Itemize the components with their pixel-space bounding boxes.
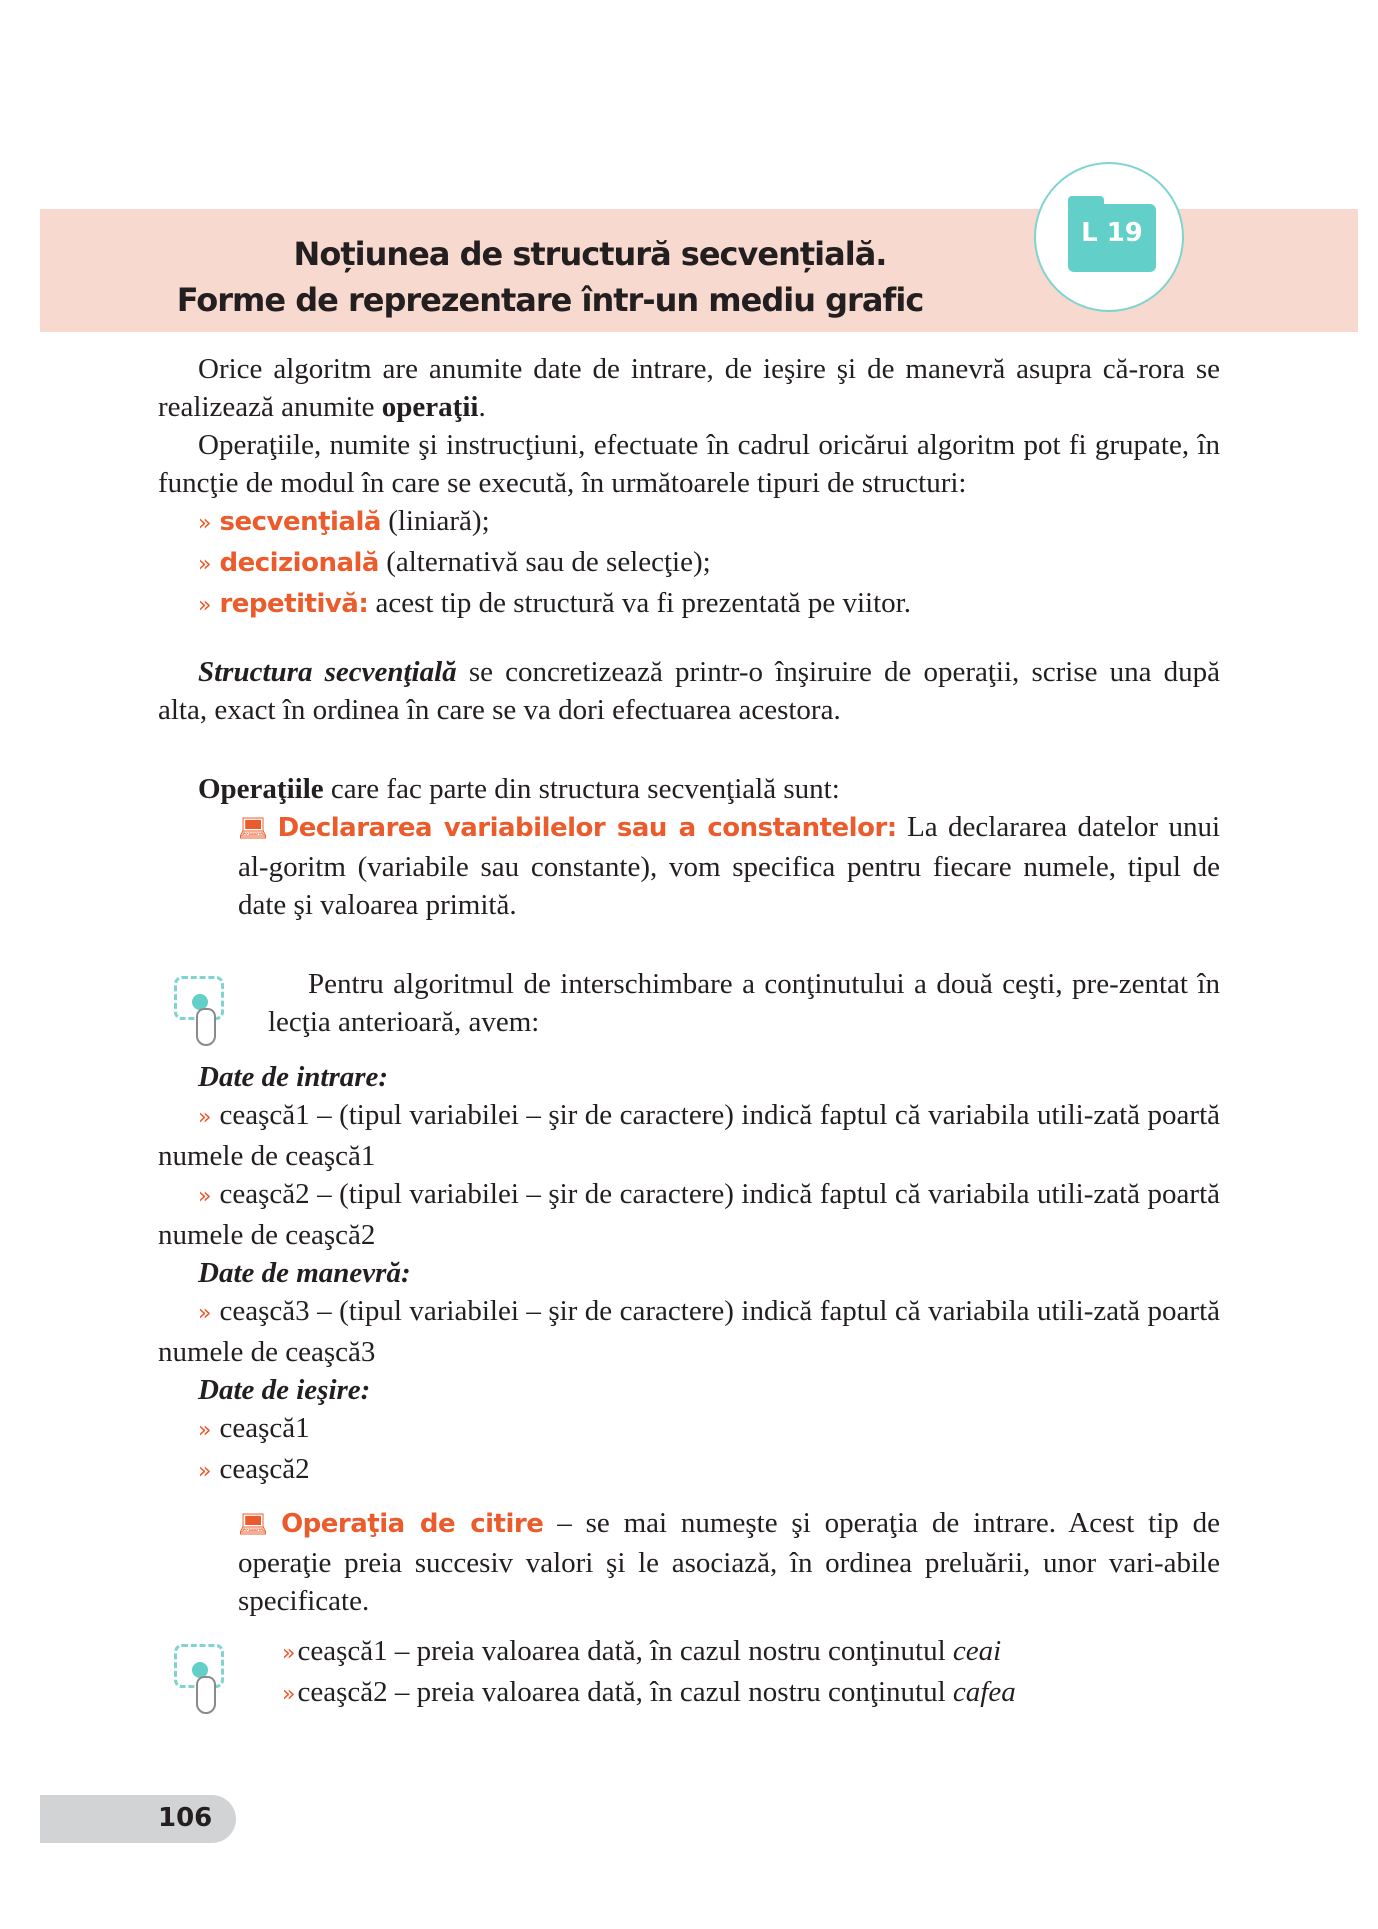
example-data — [158, 1058, 1220, 1491]
operations-section — [198, 770, 1220, 808]
bullet-icon: » — [198, 593, 212, 618]
work-heading: Date de manevră: — [198, 1257, 411, 1289]
computer-icon: 💻︎ — [238, 816, 272, 842]
intro-section — [158, 350, 1220, 625]
input-item-text: ceaşcă2 – (tipul variabilei – şir de caractere) indică faptul că variabila utili-zată poartă numele de ceaşcă2 — [158, 1178, 1220, 1251]
bullet-icon: » — [198, 552, 212, 577]
list-item — [282, 1673, 1220, 1714]
example-intro-text: Pentru algoritmul de interschimbare a conţinutului a două ceşti, pre-zentat în lecţia anterioară, avem: — [268, 968, 1220, 1038]
tap-hand-icon — [172, 1640, 234, 1720]
read-example-value: cafea — [952, 1676, 1016, 1708]
declaration-block — [238, 808, 1220, 924]
lesson-badge — [1034, 162, 1184, 312]
structure-list — [158, 502, 1220, 625]
operations-lead-term: Operaţiile — [198, 773, 324, 805]
declaration-text: La declararea datelor unui al-goritm (variabile sau constante), vom specifica pentru fiecare numele, tipul de date şi valoarea primită. — [238, 811, 1221, 921]
operations-term: operaţii — [381, 391, 479, 423]
bullet-icon: » — [198, 1301, 212, 1326]
operations-lead — [198, 770, 1220, 808]
bullet-icon: » — [198, 1418, 212, 1443]
intro-paragraph-1 — [158, 350, 1220, 426]
read-operation-text: – se mai numeşte şi operaţia de intrare. Acest tip de operaţie preia succesiv valori şi le asociază, în ordinea preluării, unor vari-abile specificate. — [238, 1507, 1220, 1617]
work-heading-row — [158, 1254, 1220, 1292]
read-operation-block — [238, 1504, 1220, 1620]
structure-term: repetitivă: — [219, 589, 369, 619]
structure-term: decizională — [219, 548, 379, 578]
list-item — [198, 502, 1220, 543]
read-example-text: ceaşcă1 – preia valoarea dată, în cazul nostru conţinutul — [297, 1635, 953, 1667]
page-number-tab — [40, 1795, 236, 1843]
bullet-icon: » — [282, 1641, 296, 1666]
list-item — [158, 1096, 1220, 1175]
computer-icon: 💻︎ — [238, 1512, 276, 1538]
input-item-text: ceaşcă1 – (tipul variabilei – şir de caractere) indică faptul că variabila utili-zată poartă numele de ceaşcă1 — [158, 1099, 1220, 1172]
declaration-title: Declararea variabilelor sau a constantelor: — [277, 813, 897, 843]
read-examples — [282, 1632, 1220, 1714]
page-number: 106 — [158, 1803, 213, 1833]
structure-desc: (liniară); — [380, 505, 490, 537]
structure-term: secvenţială — [219, 507, 381, 537]
sequential-definition — [158, 653, 1220, 729]
work-item-text: ceaşcă3 – (tipul variabilei – şir de caractere) indică faptul că variabila utili-zată poartă numele de ceaşcă3 — [158, 1295, 1220, 1368]
intro-period: . — [478, 391, 486, 423]
intro-paragraph-2: Operaţiile, numite şi instrucţiuni, efectuate în cadrul oricărui algoritm pot fi grupate, în funcţie de modul în care se execută, în următoarele tipuri de structuri: — [158, 429, 1220, 499]
sequential-term: Structura secvenţială — [198, 656, 457, 688]
list-item — [158, 1409, 1220, 1450]
output-heading-row — [158, 1371, 1220, 1409]
bullet-icon: » — [198, 1105, 212, 1130]
list-item — [198, 584, 1220, 625]
output-item-text: ceaşcă1 — [219, 1412, 310, 1444]
bullet-icon: » — [198, 1184, 212, 1209]
sequential-text: se concretizează printr-o înşiruire de operaţii, scrise una după alta, exact în ordinea în care se va dori efectuarea acestora. — [158, 656, 1221, 726]
read-operation-paragraph — [238, 1504, 1220, 1620]
lesson-number: L 19 — [1081, 218, 1143, 248]
list-item — [158, 1450, 1220, 1491]
sequential-paragraph — [158, 653, 1220, 729]
structure-desc: (alternativă sau de selecţie); — [378, 546, 711, 578]
folder-icon — [1068, 204, 1156, 272]
lesson-title — [40, 231, 1060, 323]
declaration-paragraph — [238, 808, 1220, 924]
list-item — [158, 1292, 1220, 1371]
bullet-icon: » — [198, 511, 212, 536]
output-heading: Date de ieşire: — [198, 1374, 371, 1406]
bullet-icon: » — [198, 1459, 212, 1484]
input-heading: Date de intrare: — [198, 1061, 389, 1093]
structure-desc: acest tip de structură va fi prezentată pe viitor. — [368, 587, 911, 619]
operations-lead-text: care fac parte din structura secvenţială sunt: — [323, 773, 840, 805]
bullet-icon: » — [282, 1682, 296, 1707]
input-heading-row — [158, 1058, 1220, 1096]
read-example-value: ceai — [952, 1635, 1002, 1667]
list-item — [158, 1175, 1220, 1254]
tap-hand-icon — [172, 972, 234, 1052]
title-line-2: Forme de reprezentare într-un mediu grafic — [176, 281, 924, 319]
list-item — [282, 1632, 1220, 1673]
read-operation-title: Operaţia de citire — [281, 1509, 544, 1539]
read-example-text: ceaşcă2 – preia valoarea dată, în cazul nostru conţinutul — [297, 1676, 953, 1708]
list-item — [198, 543, 1220, 584]
intro-text: Orice algoritm are anumite date de intrare, de ieşire şi de manevră asupra că-rora se realizează anumite — [158, 353, 1220, 423]
output-item-text: ceaşcă2 — [219, 1453, 310, 1485]
title-line-1: Noțiunea de structură secvențială. — [293, 235, 887, 273]
example-intro — [268, 965, 1220, 1041]
